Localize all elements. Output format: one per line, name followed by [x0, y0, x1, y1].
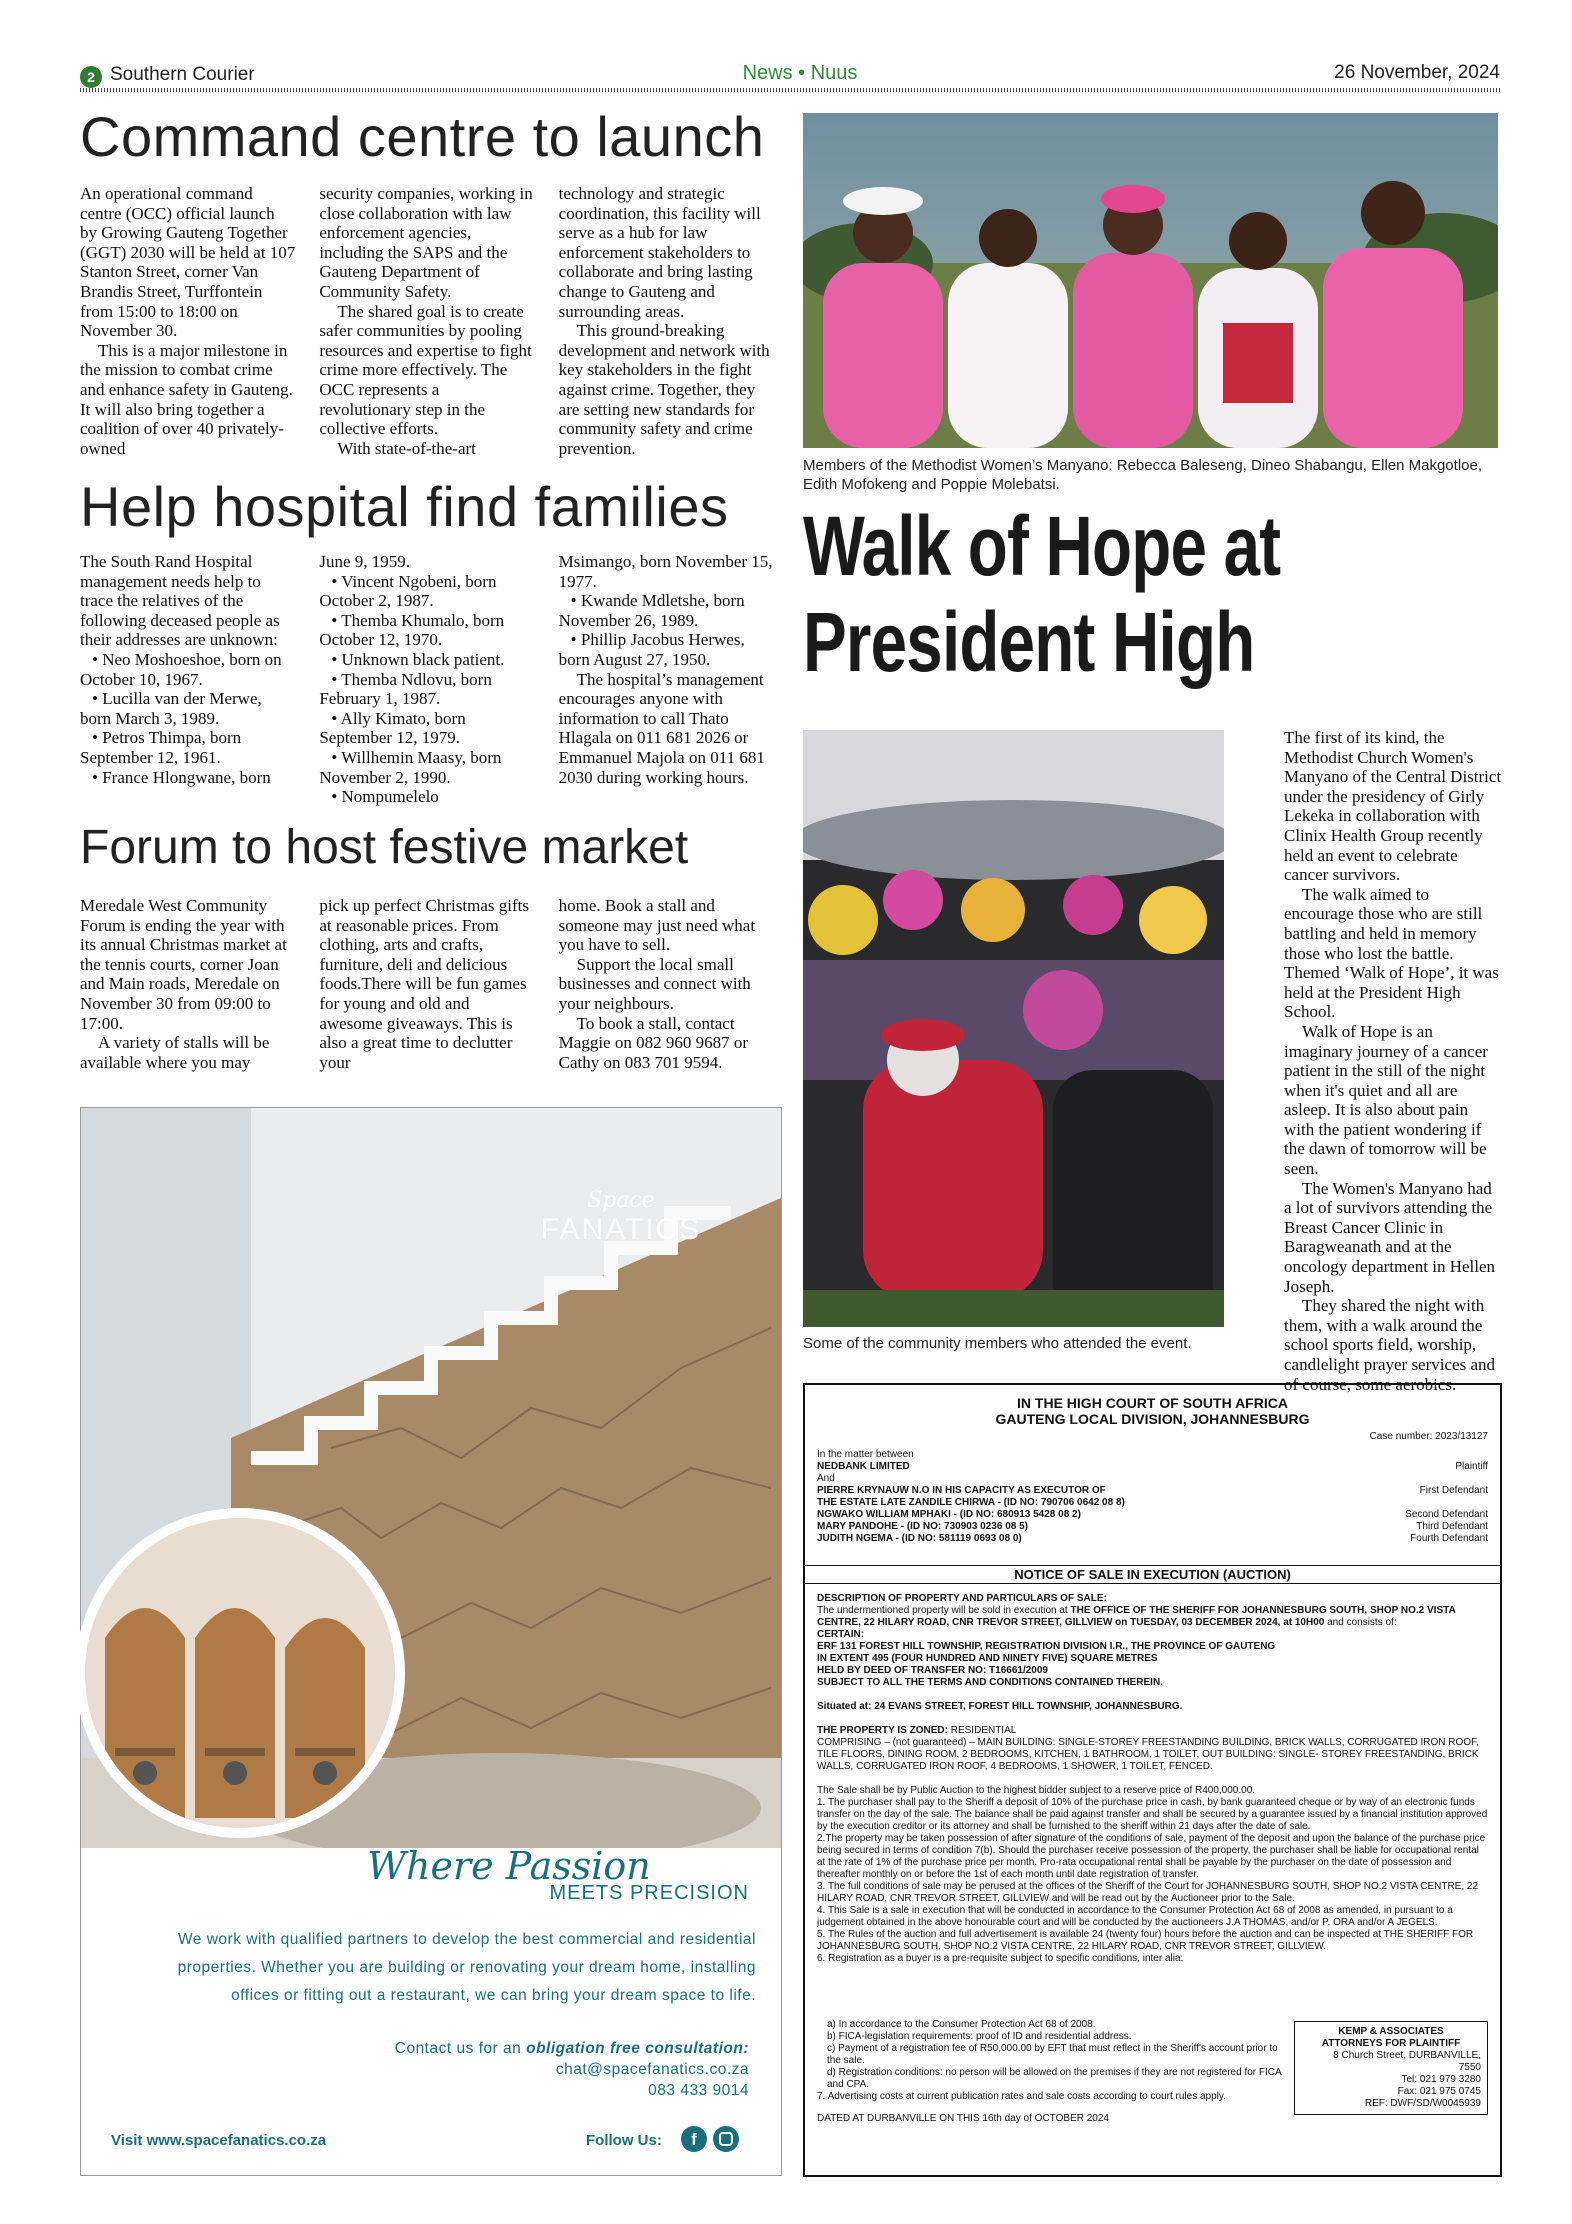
condition-6d: d) Registration conditions: no person will be allowed on the premises if they are not registered for FICA and CPA. — [827, 2067, 1282, 2090]
paragraph: This ground-breaking development and network with key stakeholders in the fight against crime. Together, they are setting new standards for community safety and crime prevention. — [558, 321, 770, 458]
second-defendant: NGWAKO WILLIAM MPHAKI - (ID NO: 680913 5428 08 2) — [817, 1509, 1081, 1520]
facebook-icon[interactable]: f — [681, 2126, 707, 2152]
erf-line: ERF 131 FOREST HILL TOWNSHIP, REGISTRATION DIVISION I.R., THE PROVINCE OF GAUTENG — [817, 1641, 1276, 1652]
attorney-firm: KEMP & ASSOCIATES — [1338, 2026, 1444, 2037]
condition-6: 6. Registration as a buyer is a pre-requisite subject to specific conditions, inter alia: — [817, 1953, 1184, 1964]
condition-5: 5. The Rules of the auction and full advertisement is available 24 (twenty four) hours before the auction and can be inspected at THE SHERIFF FOR JOHANNESBURG SOUTH, SHOP NO.2 VISTA CENTRE, 22 HILARY ROAD, CNR TREVOR STREET, GILLVIEW. — [817, 1929, 1474, 1952]
paragraph: They shared the night with them, with a walk around the school sports field, worship, candlelight prayer services and of course, some aerobics. — [1284, 1296, 1495, 1394]
paragraph: The first of its kind, the Methodist Church Women's Manyano of the Central District under the presidency of Girly Lekeka in collaboration with Clinix Health Group recently held an event to celebrate cancer survivors. — [1284, 728, 1502, 885]
list-item: • Phillip Jacobus Herwes, born August 27, 1950. — [558, 630, 745, 669]
walk-headline-line-1: Walk of Hope at — [803, 499, 1281, 593]
condition-6c: c) Payment of a registration fee of R50,000.00 by EFT that must reflect in the Sheriff's account prior to the sale. — [827, 2043, 1278, 2066]
desc-end: and consists of: — [1327, 1617, 1397, 1628]
walk-body — [1284, 728, 1502, 1394]
list-item: • Themba Khumalo, born October 12, 1970. — [319, 610, 505, 650]
attorney-box — [1294, 2021, 1488, 2115]
hospital-headline: Help hospital find families — [80, 475, 729, 538]
command-body — [80, 184, 774, 458]
third-defendant: MARY PANDOHE - (ID NO: 730903 0236 08 5) — [817, 1521, 1029, 1532]
paragraph: pick up perfect Christmas gifts at reasonable prices. From clothing, arts and crafts, furniture, deli and delicious foods.There will be fun games for young and old and awesome giveaways. This is also a great time to declutter your — [319, 896, 529, 1072]
fourth-defendant-role: Fourth Defendant — [1410, 1533, 1488, 1544]
group-photo-illustration — [803, 113, 1498, 448]
command-col-2 — [319, 184, 534, 458]
first-defendant-role: First Defendant — [1419, 1485, 1488, 1496]
paragraph: This is a major milestone in the mission to combat crime and enhance safety in Gauteng. It will also bring together a coalition of over 40 privately-owned — [80, 340, 293, 458]
attorney-postcode: 7550 — [1458, 2062, 1481, 2073]
header-rule — [80, 88, 1500, 92]
plaintiff-role: Plaintiff — [1455, 1461, 1488, 1472]
registration-conditions — [817, 2019, 1290, 2125]
paragraph: A variety of stalls will be available where you may — [80, 1033, 270, 1072]
logo-main: FANATICS — [540, 1213, 702, 1246]
contact-bold: obligation free consultation: — [526, 2040, 749, 2057]
zoned-value: RESIDENTIAL — [950, 1725, 1017, 1736]
attorney-fax: Fax: 021 975 0745 — [1397, 2086, 1481, 2097]
paragraph: Meredale West Community Forum is ending the year with its annual Christmas market at the tennis courts, corner Joan and Main roads, Meredale on November 30 from 09:00 to 17:00. — [80, 896, 287, 1033]
logo-script: Space — [587, 1188, 655, 1213]
condition-7: 7. Advertising costs at current publication rates and sale costs according to court rules apply. — [817, 2091, 1226, 2102]
office-inset-photo — [75, 1508, 405, 1838]
court-name: IN THE HIGH COURT OF SOUTH AFRICA — [1017, 1395, 1288, 1411]
forum-col-3 — [559, 896, 774, 1072]
forum-headline: Forum to host festive market — [80, 821, 689, 874]
walk-headline-line-2: President High — [803, 595, 1255, 689]
paragraph: Support the local small businesses and connect with your neighbours. — [558, 954, 751, 1013]
paragraph: An operational command centre (OCC) official launch by Growing Gauteng Together (GGT) 2030 will be held at 107 Stanton Street, corner Van Brandis Street, Turffontein from 15:00 to 18:00 on November 30. — [80, 184, 296, 341]
first-defendant-estate: THE ESTATE LATE ZANDILE CHIRWA - (ID NO: 790706 0642 08 8) — [817, 1497, 1125, 1508]
hospital-col-3 — [559, 552, 774, 807]
list-item: • Nompumelelo — [331, 787, 439, 807]
forum-body — [80, 896, 774, 1072]
attorney-role: ATTORNEYS FOR PLAINTIFF — [1321, 2038, 1461, 2049]
list-item: • France Hlongwane, born — [92, 767, 271, 787]
list-item: • Willhemin Maasy, born November 2, 1990. — [319, 747, 502, 787]
sale-intro: The Sale shall be by Public Auction to the highest bidder subject to a reserve price of R400,000.00. — [817, 1785, 1256, 1796]
group-photo-caption: Members of the Methodist Women’s Manyano: Rebecca Baleseng, Dineo Shabangu, Ellen Makgotloe, Edith Mofokeng and Poppie Molebatsi. — [803, 457, 1482, 493]
list-item: • Vincent Ngobeni, born October 2, 1987. — [319, 571, 497, 611]
ad-follow-label: Follow Us: — [586, 2132, 662, 2149]
command-col-3 — [559, 184, 774, 458]
paragraph: With state-of-the-art — [337, 438, 476, 458]
forum-col-2 — [319, 896, 534, 1072]
ad-tagline-script: Where Passion — [367, 1844, 651, 1888]
paragraph: technology and strategic coordination, this facility will serve as a hub for law enforcement stakeholders to collaborate and bring lasting change to Gauteng and surrounding areas. — [558, 184, 761, 321]
desc-place: THE OFFICE OF THE SHERIFF FOR JOHANNESBURG SOUTH, SHOP NO.2 VISTA CENTRE, 22 HILARY ROAD, CNR TREVOR STREET, GILLVIEW on TUESDAY, 03 DECEMBER 2024, at 10H00 — [817, 1605, 1456, 1628]
condition-6b: b) FICA-legislation requirements: proof of ID and residential address. — [827, 2031, 1132, 2042]
matter-label: In the matter between — [817, 1449, 914, 1460]
list-item: Msimango, born November 15, 1977. — [558, 552, 773, 591]
walk-headline — [803, 498, 1503, 698]
erf-line: SUBJECT TO ALL THE TERMS AND CONDITIONS CONTAINED THEREIN. — [817, 1677, 1163, 1688]
comprising: COMPRISING – (not guaranteed) – MAIN BUILDING: SINGLE-STOREY FREESTANDING BUILDING, BRICK WALLS, CORRUGATED IRON ROOF, TILE FLOORS, DINING ROOM, 2 BEDROOMS, KITCHEN, 1 BATHROOM, 1 TOILET, OUT BUILDING: SINGLE- STOREY FREESTANDING, BRICK WALLS, CORRUGATED IRON ROOF, 4 BEDROOMS, 1 SHOWER, 1 TOILET, FENCED. — [817, 1737, 1479, 1772]
condition-2: 2.The property may be taken possession of after signature of the conditions of sale, payment of the deposit and upon the balance of the purchase price being secured in terms of condition 7(b). Should the purchaser receive possession of the property, the purchaser shall be liable for occupational rental at the rate of 1% of the purchase price per month. Pro-rata occupational rental shall be payable by the purchaser on the date of possession and thereafter monthly on or before the 1st of each month until date registration of transfer. — [817, 1833, 1486, 1880]
paragraph: To book a stall, contact Maggie on 082 960 9687 or Cathy on 083 701 9594. — [558, 1013, 748, 1072]
issue-date: 26 November, 2024 — [1334, 62, 1500, 83]
paper-name: Southern Courier — [110, 64, 255, 85]
attorney-ref: REF: DWF/SD/W0045939 — [1364, 2098, 1481, 2109]
paragraph: The walk aimed to encourage those who are still battling and held in memory those who lost the battle. Themed ‘Walk of Hope’, it was held at the President High School. — [1284, 884, 1499, 1022]
hospital-col-1 — [80, 552, 295, 807]
list-item: • Themba Ndlovu, born February 1, 1987. — [319, 669, 492, 709]
court-heading — [817, 1395, 1488, 1427]
ad-description: We work with qualified partners to develop the best commercial and residential properties. Whether you are building or renovating your dream home, installing offices or fitting out a restaurant, we can bring your dream space to life. — [177, 1931, 756, 2004]
plaintiff-name: NEDBANK LIMITED — [817, 1461, 910, 1472]
office-inset-illustration — [85, 1518, 395, 1828]
ad-contact — [395, 2038, 749, 2101]
condition-1: 1. The purchaser shall pay to the Sheriff a deposit of 10% of the purchase price in cash, by bank guaranteed cheque or by way of an electronic funds transfer on the day of the sale. The balance shall be paid against transfer and shall be secured by a guarantee issued by a financial institution approved by the execution creditor or its attorney and shall be furnished to the sheriff within 21 days after the date of sale. — [817, 1797, 1488, 1832]
case-number: Case number: 2023/13127 — [1369, 1431, 1488, 1442]
hospital-col-2 — [319, 552, 534, 807]
contact-line — [395, 2038, 749, 2059]
paragraph: Walk of Hope is an imaginary journey of a cancer patient in the still of the night when it's quiet and all are asleep. It is also about pain with the patient wondering if the dawn of tomorrow will be seen. — [1284, 1021, 1488, 1179]
paragraph: security companies, working in close collaboration with law enforcement agencies, including the SAPS and the Gauteng Department of Community Safety. — [319, 184, 533, 301]
situated: Situated at: 24 EVANS STREET, FOREST HILL TOWNSHIP, JOHANNESBURG. — [817, 1701, 1183, 1712]
legal-notice — [803, 1383, 1502, 2177]
crowd-photo-caption: Some of the community members who attended the event. — [803, 1335, 1192, 1352]
dated-line: DATED AT DURBANVILLE ON THIS 16th day of OCTOBER 2024 — [817, 2113, 1109, 2124]
fourth-defendant: JUDITH NGEMA - (ID NO: 581119 0693 08 0) — [817, 1533, 1022, 1544]
zoned-label: THE PROPERTY IS ZONED: — [817, 1725, 948, 1736]
paragraph: The South Rand Hospital management needs help to trace the relatives of the following deceased people as their addresses are unknown: — [80, 552, 280, 650]
paragraph: The Women's Manyano had a lot of survivors attending the Breast Cancer Clinic in Baragweanath and at the oncology department in Hellen Joseph. — [1284, 1178, 1496, 1296]
space-fanatics-advert — [80, 1107, 782, 2176]
attorney-tel: Tel: 021 979 3280 — [1401, 2074, 1481, 2085]
ad-website[interactable]: Visit www.spacefanatics.co.za — [111, 2132, 327, 2149]
third-defendant-role: Third Defendant — [1416, 1521, 1488, 1532]
forum-col-1 — [80, 896, 295, 1072]
list-item: • Petros Thimpa, born September 12, 1961. — [80, 728, 242, 767]
and-label: And — [817, 1473, 835, 1484]
sale-details — [817, 1593, 1488, 1965]
list-item: • Ally Kimato, born September 12, 1979. — [319, 708, 466, 748]
instagram-icon[interactable] — [713, 2126, 739, 2152]
certain-label: CERTAIN: — [817, 1629, 865, 1640]
attorney-address: 8 Church Street, DURBANVILLE, — [1333, 2050, 1481, 2061]
ad-tagline-caps: MEETS PRECISION — [549, 1882, 749, 1904]
erf-line: IN EXTENT 495 (FOUR HUNDRED AND NINETY FIVE) SQUARE METRES — [817, 1653, 1158, 1664]
condition-4: 4. This Sale is a sale in execution that will be conducted in accordance to the Consumer Protection Act 68 of 2008 as amended, in pursuant to a judgement obtained in the above honourable court and will be conducted by the auctioneers J.A THOMAS, and/or P. ORA and/or A JEGELS. — [817, 1905, 1453, 1928]
list-item: • Neo Moshoeshoe, born on October 10, 1967. — [80, 649, 282, 689]
list-item: • Lucilla van der Merwe, born March 3, 1989. — [80, 689, 262, 728]
paragraph: home. Book a stall and someone may just need what you have to sell. — [558, 896, 756, 955]
ad-logo — [521, 1188, 721, 1247]
list-item: • Kwande Mdletshe, born November 26, 1989. — [558, 591, 745, 630]
paragraph: The hospital’s management encourages anyone with information to call Thato Hlagala on 011 681 2026 or Emmanuel Majola on 011 681 2030 during working hours. — [558, 669, 765, 787]
command-headline: Command centre to launch — [80, 105, 765, 168]
page-number-badge: 2 — [80, 66, 102, 88]
walk-col — [1284, 728, 1502, 1394]
erf-line: HELD BY DEED OF TRANSFER NO: T16661/2009 — [817, 1665, 1048, 1676]
crowd-photo-illustration — [803, 730, 1224, 1327]
desc-title: DESCRIPTION OF PROPERTY AND PARTICULARS OF SALE: — [817, 1593, 1107, 1604]
manyano-group-photo — [803, 113, 1498, 448]
section-label: News • Nuus — [742, 62, 858, 84]
list-item: June 9, 1959. — [319, 552, 410, 571]
parties — [817, 1449, 1488, 1545]
event-crowd-photo — [803, 730, 1224, 1327]
ad-email[interactable]: chat@spacefanatics.co.za — [555, 2061, 749, 2078]
court-division: GAUTENG LOCAL DIVISION, JOHANNESBURG — [995, 1411, 1310, 1427]
condition-3: 3. The full conditions of sale may be perused at the offices of the Sheriff of the Court for JOHANNESBURG SOUTH, SHOP NO.2 VISTA CENTRE, 22 HILARY ROAD, CNR TREVOR STREET, GILLVIEW and will be read out by the Auctioneer prior to the Sale. — [817, 1881, 1479, 1904]
contact-intro: Contact us for an — [394, 2040, 522, 2057]
notice-title: NOTICE OF SALE IN EXECUTION (AUCTION) — [805, 1565, 1500, 1584]
desc-intro: The undermentioned property will be sold in execution at — [817, 1605, 1068, 1616]
second-defendant-role: Second Defendant — [1405, 1509, 1488, 1520]
paragraph: The shared goal is to create safer communities by pooling resources and expertise to fight crime more effectively. The OCC represents a revolutionary step in the collective efforts. — [319, 301, 532, 439]
first-defendant: PIERRE KRYNAUW N.O IN HIS CAPACITY AS EXECUTOR OF — [817, 1485, 1106, 1496]
ad-phone[interactable]: 083 433 9014 — [648, 2082, 749, 2099]
hospital-body — [80, 552, 774, 807]
list-item: • Unknown black patient. — [331, 649, 505, 669]
command-col-1 — [80, 184, 295, 458]
condition-6a: a) In accordance to the Consumer Protection Act 68 of 2008. — [827, 2019, 1096, 2030]
